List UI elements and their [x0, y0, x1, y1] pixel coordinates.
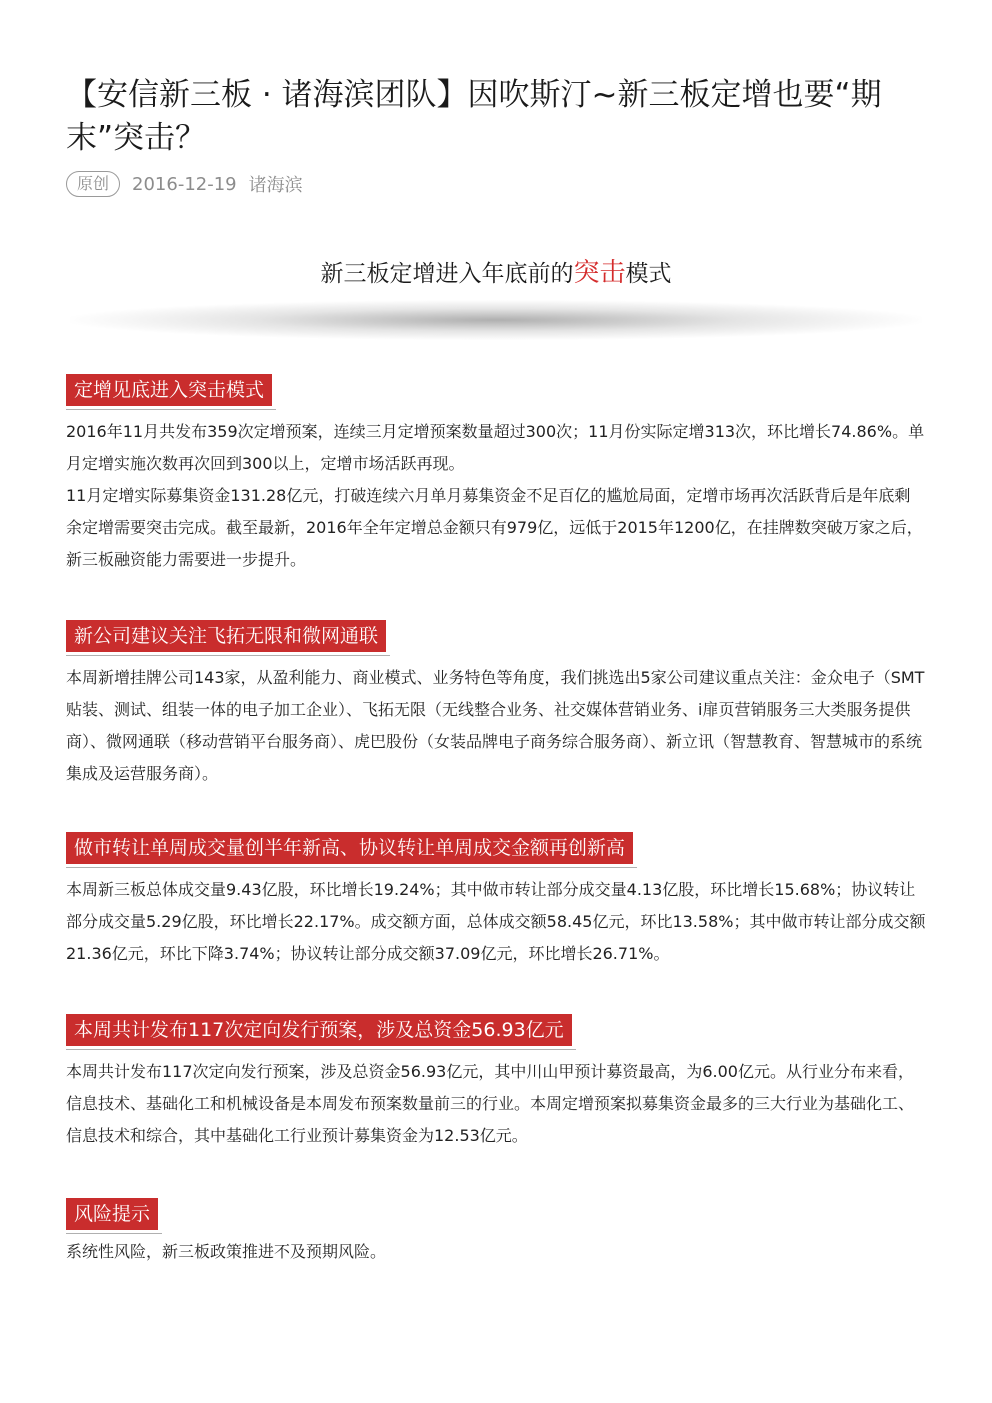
section-3-heading: 做市转让单周成交量创半年新高、协议转让单周成交金额再创新高 — [66, 832, 633, 864]
section-1-heading: 定增见底进入突击模式 — [66, 374, 272, 406]
section-4-body — [66, 1056, 926, 1152]
publish-date: 2016-12-19 — [132, 173, 237, 195]
article-title: 【安信新三板 · 诸海滨团队】因吹斯汀~新三板定增也要“期末”突击？ — [66, 77, 882, 156]
section-4 — [66, 1014, 926, 1152]
banner-title-before: 新三板定增进入年底前的 — [320, 261, 574, 287]
banner-title-after: 模式 — [625, 261, 672, 287]
section-4-paragraph-1: 本周共计发布117次定向发行预案，涉及总资金56.93亿元，其中川山甲预计募资最高，为6.00亿元。从行业分布来看，信息技术、基础化工和机械设备是本周发布预案数量前三的行业。本周定增预案拟募集资金最多的三大行业为基础化工、信息技术和综合，其中基础化工行业预计募集资金为12.53亿元。 — [66, 1062, 915, 1145]
section-2-paragraph-1: 本周新增挂牌公司143家，从盈利能力、商业模式、业务特色等角度，我们挑选出5家公司建议重点关注：金众电子（SMT贴装、测试、组装一体的电子加工企业）、飞拓无限（无线整合业务、社交媒体营销业务、i扉页营销服务三大类服务提供商）、微网通联（移动营销平台服务商）、虎巴股份（女装品牌电子商务综合服务商）、新立讯（智慧教育、智慧城市的系统集成及运营服务商）。 — [66, 668, 925, 783]
section-5-paragraph-1: 系统性风险，新三板政策推进不及预期风险。 — [66, 1242, 387, 1261]
section-2-body — [66, 662, 926, 790]
article-meta — [66, 170, 303, 198]
banner-shadow-divider — [70, 300, 922, 340]
section-3-paragraph-1: 本周新三板总体成交量9.43亿股，环比增长19.24%；其中做市转让部分成交量4.13亿股，环比增长15.68%；协议转让部分成交量5.29亿股，环比增长22.17%。成交额方面，总体成交额58.45亿元，环比13.58%；其中做市转让部分成交额21.36亿元，环比下降3.74%；协议转让部分成交额37.09亿元，环比增长26.71%。 — [66, 880, 926, 963]
section-1-paragraph-1: 2016年11月共发布359次定增预案，连续三月定增预案数量超过300次；11月份实际定增313次，环比增长74.86%。单月定增实施次数再次回到300以上，定增市场活跃再现。 — [66, 422, 925, 473]
banner-title — [0, 256, 992, 291]
author-link[interactable]: 诸海滨 — [248, 175, 303, 196]
banner-title-highlight: 突击 — [573, 258, 626, 288]
section-3 — [66, 832, 926, 970]
section-2-heading: 新公司建议关注飞拓无限和微网通联 — [66, 620, 386, 652]
section-1 — [66, 374, 926, 576]
original-badge: 原创 — [66, 171, 120, 197]
section-1-paragraph-2: 11月定增实际募集资金131.28亿元，打破连续六月单月募集资金不足百亿的尴尬局面，定增市场再次活跃背后是年底剩余定增需要突击完成。截至最新，2016年全年定增总金额只有979亿，远低于2015年1200亿，在挂牌数突破万家之后，新三板融资能力需要进一步提升。 — [66, 486, 923, 569]
section-3-body — [66, 874, 926, 970]
section-2 — [66, 620, 926, 790]
section-5 — [66, 1198, 926, 1268]
section-5-body — [66, 1236, 926, 1268]
section-4-heading: 本周共计发布117次定向发行预案，涉及总资金56.93亿元 — [66, 1014, 572, 1046]
section-5-heading: 风险提示 — [66, 1198, 158, 1230]
section-1-body — [66, 416, 926, 576]
